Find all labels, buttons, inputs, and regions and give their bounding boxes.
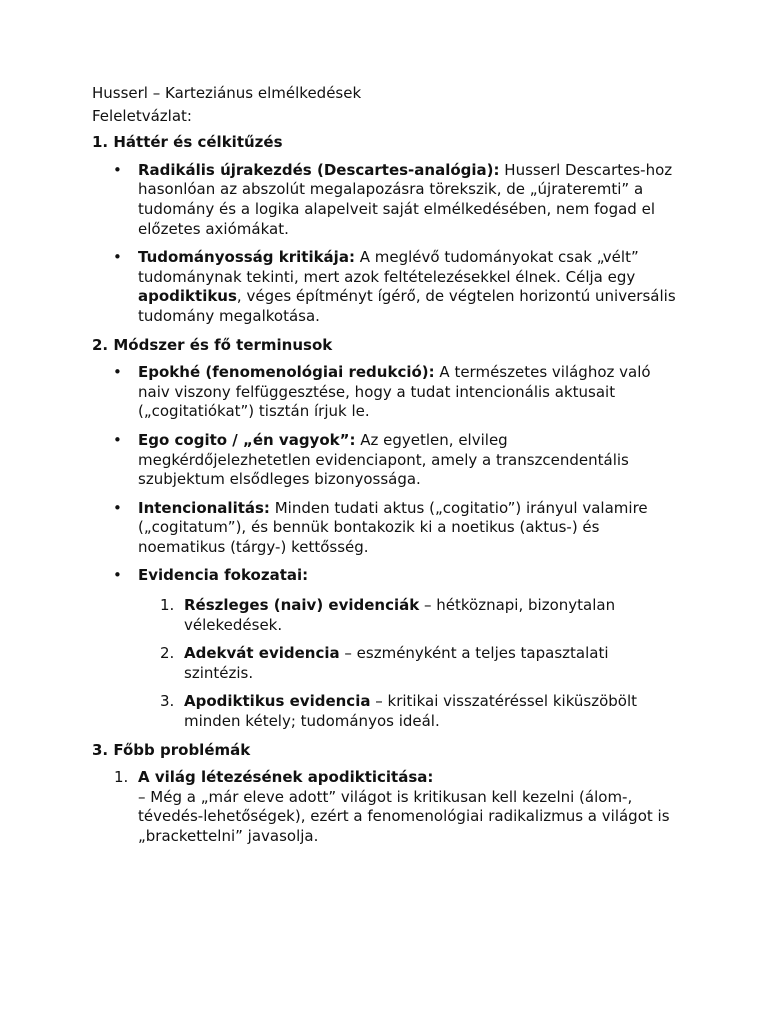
- item-text: – hétköznapi, bizonytalan vélekedések.: [184, 596, 616, 634]
- list-number: 1.: [114, 768, 129, 787]
- item-text: Az egyetlen, elvileg megkérdőjelezhetetlen evidenciapont, amely a transzcendentális szubjektum elsődleges bizonyossága.: [138, 430, 629, 489]
- list-item: [92, 499, 682, 558]
- item-text: – eszményként a teljes tapasztalati szintézis.: [184, 644, 609, 682]
- section-heading: 3. Főbb problémák: [92, 740, 251, 759]
- section-heading: 2. Módszer és fő terminusok: [92, 335, 333, 354]
- sublist-item: [138, 644, 682, 683]
- item-lead: Ego cogito / „én vagyok”:: [138, 430, 356, 449]
- section-3: [92, 741, 682, 847]
- item-text: Minden tudati aktus („cogitatio”) irányul valamire („cogitatum”), és bennük bontakozik ki a noetikus (aktus-) és noematikus (tárgy-) kettősség.: [138, 498, 648, 556]
- section-1: [92, 133, 682, 326]
- list-item: [92, 161, 682, 239]
- item-lead: Evidencia fokozatai:: [138, 566, 309, 585]
- list-item: [92, 431, 682, 490]
- sublist-item: [138, 692, 682, 731]
- sublist-number: 3.: [160, 692, 175, 711]
- item-text: Husserl Descartes-hoz hasonlóan az abszolút megalapozásra törekszik, de „újrateremti” a tudomány és a logika alapelveit saját elmélkedésében, nem fogad el előzetes axiómákat.: [138, 160, 673, 238]
- section-2: [92, 336, 682, 732]
- item-text: A természetes világhoz való naiv viszony felfüggesztése, hogy a tudat intencionális aktusait („cogitatiókat”) tisztán írjuk le.: [138, 363, 651, 421]
- list-item: [92, 248, 682, 326]
- sublist-number: 2.: [160, 644, 175, 663]
- document-title: Husserl – Karteziánus elmélkedések: [92, 84, 362, 102]
- item-text: – Még a „már eleve adott” világot is kritikusan kell kezelni (álom-, tévedés-lehetőségek), ezért a fenomenológiai radikalizmus a világot is „brackettelni” javasolja.: [138, 787, 670, 845]
- numbered-sublist: [138, 596, 682, 732]
- item-lead: A világ létezésének apodikticitása:: [138, 768, 434, 787]
- item-lead: Epokhé (fenomenológiai redukció):: [138, 363, 435, 382]
- list-item: [92, 363, 682, 422]
- item-lead: Részleges (naiv) evidenciák: [184, 596, 420, 615]
- document-subtitle: Feleletvázlat:: [92, 106, 192, 125]
- list-item: [92, 768, 682, 846]
- list-item: [92, 566, 682, 731]
- sublist-item: [138, 596, 682, 635]
- numbered-list: [92, 768, 682, 846]
- item-text: A meglévő tudományokat csak „vélt” tudománynak tekinti, mert azok feltételezésekkel élnek. Célja egy: [138, 248, 639, 286]
- bullet-list: [92, 363, 682, 732]
- bullet-list: [92, 161, 682, 327]
- item-lead: Apodiktikus evidencia: [184, 692, 371, 711]
- document-body: [92, 84, 682, 847]
- item-lead: Tudományosság kritikája:: [138, 248, 355, 267]
- emphasis-word: apodiktikus: [138, 287, 237, 306]
- item-lead: Intencionalitás:: [138, 498, 270, 517]
- item-text: , véges építményt ígérő, de végtelen horizontú universális tudomány megalkotása.: [138, 287, 676, 325]
- section-heading: 1. Háttér és célkitűzés: [92, 133, 283, 152]
- item-lead: Adekvát evidencia: [184, 644, 340, 663]
- sublist-number: 1.: [160, 596, 175, 615]
- item-lead: Radikális újrakezdés (Descartes-analógia):: [138, 160, 500, 179]
- item-text: – kritikai visszatéréssel kiküszöbölt minden kétely; tudományos ideál.: [184, 692, 638, 731]
